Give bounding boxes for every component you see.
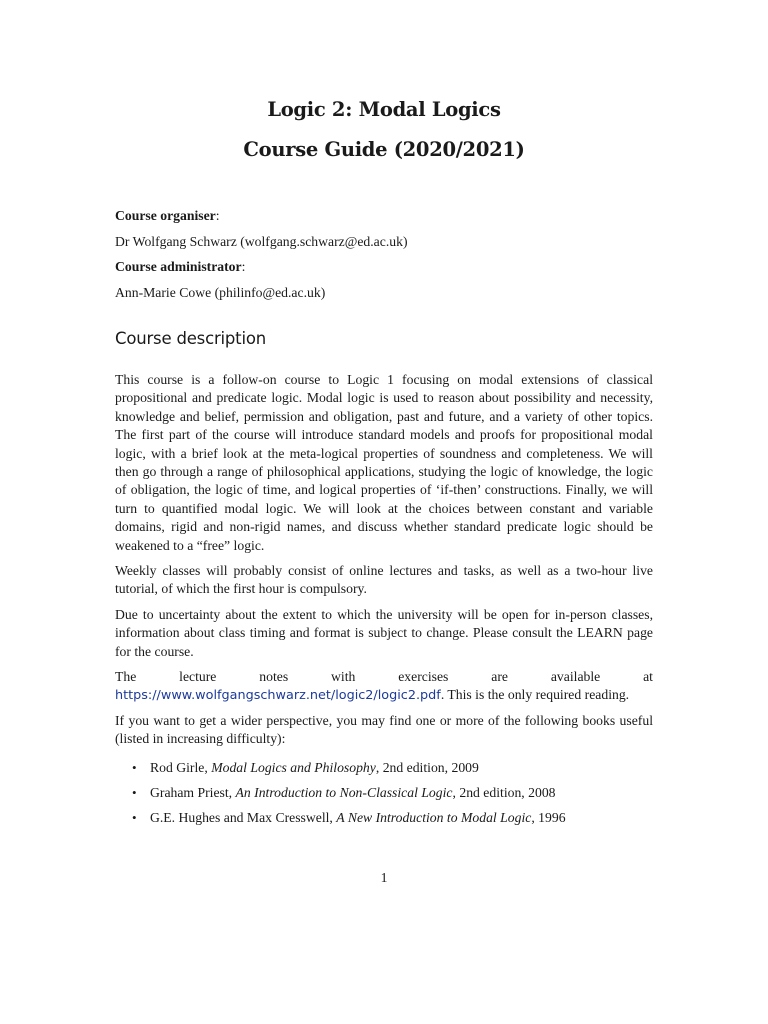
description-paragraph-5: If you want to get a wider perspective, you may find one or more of the following books useful (listed in increasing difficulty): [115, 713, 653, 747]
book-author: Rod Girle, [150, 760, 212, 775]
document-title: Logic 2: Modal Logics [267, 98, 501, 121]
book-details: , 1996 [531, 810, 566, 825]
description-paragraph-1: This course is a follow-on course to Logic 1 focusing on modal extensions of classical propositional and predicate logic. Modal logic is used to reason about possibility and necessity, knowledge and belief, permission and obligation, past and future, and a variety of other topics. The first part of the course will introduce standard models and proofs for propositional modal logic, with a brief look at the meta-logical properties of soundness and completeness. We will then go through a range of philosophical applications, studying the logic of knowledge, the logic of obligation, the logic of time, and logical properties of ‘if-then’ constructions. Finally, we will turn to quantified modal logic. We will look at the choices between constant and variable domains, rigid and non-rigid names, and discuss whether standard predicate logic should be weakened to a “free” logic. [115, 372, 653, 553]
bullet-icon: • [132, 810, 137, 825]
administrator-label-line [115, 259, 653, 275]
administrator-value: Ann-Marie Cowe (philinfo@ed.ac.uk) [115, 285, 326, 300]
book-item [115, 809, 653, 834]
book-title: An Introduction to Non-Classical Logic [235, 785, 453, 800]
organiser-value: Dr Wolfgang Schwarz (wolfgang.schwarz@ed.ac.uk) [115, 234, 408, 249]
administrator-label: Course administrator [115, 259, 242, 274]
book-item [115, 759, 653, 784]
description-paragraph-4 [115, 668, 653, 706]
book-author: G.E. Hughes and Max Cresswell, [150, 810, 337, 825]
administrator-colon: : [241, 259, 246, 274]
description-paragraph-2: Weekly classes will probably consist of online lectures and tasks, as well as a two-hour live tutorial, of which the first hour is compulsory. [115, 563, 653, 597]
book-item [115, 784, 653, 809]
document-subtitle: Course Guide (2020/2021) [243, 138, 525, 161]
book-title: A New Introduction to Modal Logic [336, 810, 532, 825]
book-title: Modal Logics and Philosophy [211, 760, 376, 775]
organiser-label: Course organiser [115, 208, 216, 223]
paragraph-4-lead: The lecture notes with exercises are available at [115, 669, 653, 684]
book-details: , 2nd edition, 2008 [452, 785, 556, 800]
bullet-icon: • [132, 785, 137, 800]
page-number: 1 [380, 870, 388, 885]
section-heading: Course description [115, 329, 266, 348]
description-paragraph-3: Due to uncertainty about the extent to which the university will be open for in-person classes, information about class timing and format is subject to change. Please consult the LEARN page for the course. [115, 607, 653, 659]
organiser-colon: : [215, 208, 220, 223]
book-list [115, 759, 653, 834]
organiser-label-line [115, 208, 653, 224]
bullet-icon: • [132, 760, 137, 775]
book-author: Graham Priest, [150, 785, 236, 800]
book-details: , 2nd edition, 2009 [375, 760, 479, 775]
lecture-notes-link[interactable]: https://www.wolfgangschwarz.net/logic2/logic2.pdf [115, 688, 441, 704]
paragraph-4-tail: . This is the only required reading. [440, 687, 630, 703]
